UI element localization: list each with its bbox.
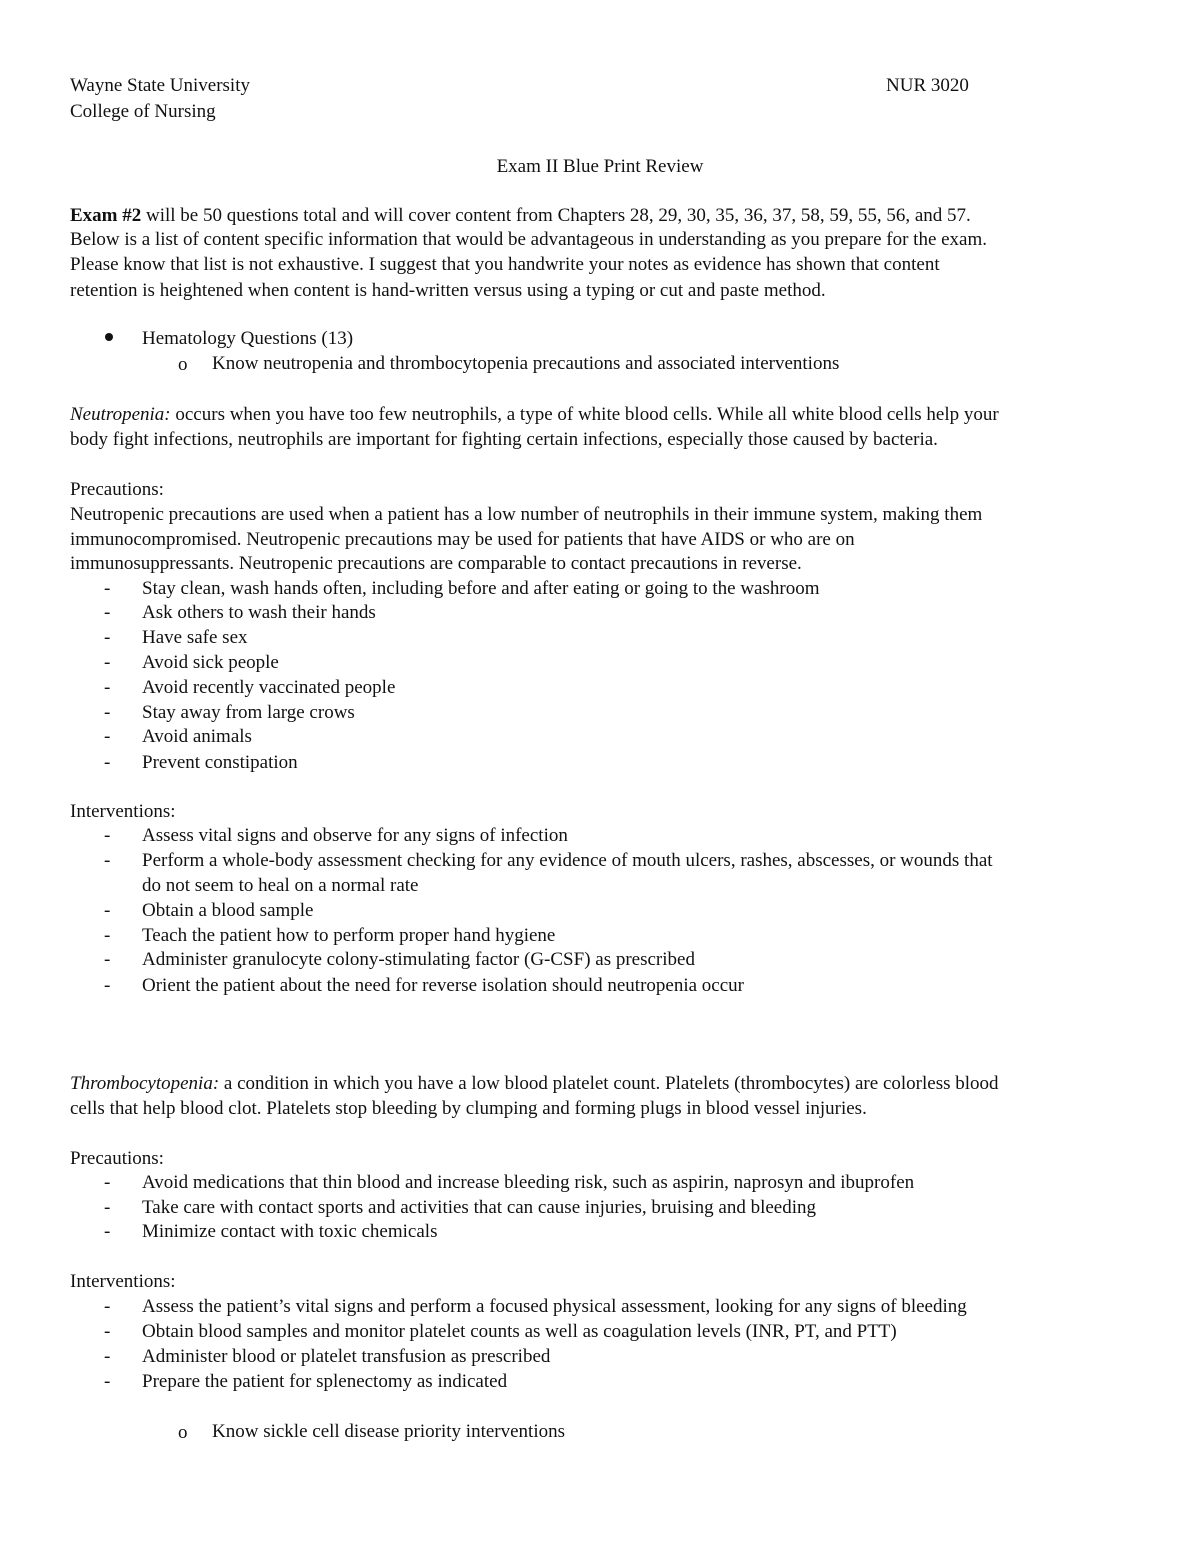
dash-icon: - xyxy=(104,1346,111,1367)
dash-icon: - xyxy=(104,825,111,846)
list-item: Assess the patient’s vital signs and perform a focused physical assessment, looking for any signs of bleeding xyxy=(142,1296,967,1317)
neutropenia-definition-line-2: body fight infections, neutrophils are important for fighting certain infections, especially those caused by bacteria. xyxy=(70,429,938,450)
college-name: College of Nursing xyxy=(70,101,216,122)
list-item: Stay clean, wash hands often, including before and after eating or going to the washroom xyxy=(142,578,820,599)
list-item: Minimize contact with toxic chemicals xyxy=(142,1221,438,1242)
thrombocytopenia-precautions-heading: Precautions: xyxy=(70,1148,164,1169)
dash-icon: - xyxy=(104,578,111,599)
dash-icon: - xyxy=(104,602,111,623)
list-item: Perform a whole-body assessment checking for any evidence of mouth ulcers, rashes, abscesses, or wounds that xyxy=(142,850,993,871)
dash-icon: - xyxy=(104,975,111,996)
neutropenia-precautions-intro-1: Neutropenic precautions are used when a patient has a low number of neutrophils in their immune system, making them xyxy=(70,504,983,525)
intro-line-1: Exam #2 will be 50 questions total and will cover content from Chapters 28, 29, 30, 35, 36, 37, 58, 59, 55, 56, and 57. xyxy=(70,205,971,226)
university-name: Wayne State University xyxy=(70,75,250,96)
list-item: Avoid animals xyxy=(142,726,252,747)
course-code: NUR 3020 xyxy=(886,75,969,96)
intro-line-3: Please know that list is not exhaustive. I suggest that you handwrite your notes as evidence has shown that content xyxy=(70,254,940,275)
dash-icon: - xyxy=(104,1221,111,1242)
list-item: Avoid recently vaccinated people xyxy=(142,677,396,698)
list-item: Avoid sick people xyxy=(142,652,279,673)
dash-icon: - xyxy=(104,677,111,698)
neutropenia-definition-line-1: Neutropenia: occurs when you have too few neutrophils, a type of white blood cells. While all white blood cells help your xyxy=(70,404,999,425)
dash-icon: - xyxy=(104,1296,111,1317)
neutropenia-precautions-intro-2: immunocompromised. Neutropenic precautions may be used for patients that have AIDS or who are on xyxy=(70,529,855,550)
list-item: Have safe sex xyxy=(142,627,248,648)
page-title: Exam II Blue Print Review xyxy=(496,156,704,177)
list-item: Obtain a blood sample xyxy=(142,900,314,921)
sub-bullet-sickle-cell: Know sickle cell disease priority interventions xyxy=(212,1421,565,1442)
dash-icon: - xyxy=(104,1321,111,1342)
dash-icon: - xyxy=(104,900,111,921)
sub-bullet-neutro-thrombo: Know neutropenia and thrombocytopenia precautions and associated interventions xyxy=(212,353,840,374)
intro-line-4: retention is heightened when content is hand-written versus using a typing or cut and paste method. xyxy=(70,280,826,301)
list-item: Stay away from large crows xyxy=(142,702,355,723)
neutropenia-term: Neutropenia: xyxy=(70,404,171,425)
sub-bullet-icon: o xyxy=(178,354,188,375)
dash-icon: - xyxy=(104,702,111,723)
dash-icon: - xyxy=(104,949,111,970)
dash-icon: - xyxy=(104,627,111,648)
dash-icon: - xyxy=(104,1197,111,1218)
list-item: Avoid medications that thin blood and increase bleeding risk, such as aspirin, naprosyn and ibuprofen xyxy=(142,1172,915,1193)
list-item: Prevent constipation xyxy=(142,752,298,773)
list-item: Take care with contact sports and activities that can cause injuries, bruising and bleeding xyxy=(142,1197,816,1218)
list-item-continuation: do not seem to heal on a normal rate xyxy=(142,875,419,896)
dash-icon: - xyxy=(104,652,111,673)
neutropenia-precautions-intro-3: immunosuppressants. Neutropenic precautions are comparable to contact precautions in reverse. xyxy=(70,553,802,574)
thrombocytopenia-term: Thrombocytopenia: xyxy=(70,1073,220,1094)
intro-line-2: Below is a list of content specific information that would be advantageous in understanding as you prepare for the exam. xyxy=(70,229,988,250)
thrombocytopenia-definition-line-1: Thrombocytopenia: a condition in which you have a low blood platelet count. Platelets (thrombocytes) are colorless blood xyxy=(70,1073,999,1094)
exam-label: Exam #2 xyxy=(70,205,142,226)
thrombocytopenia-definition-line-2: cells that help blood clot. Platelets stop bleeding by clumping and forming plugs in blood vessel injuries. xyxy=(70,1098,867,1119)
list-item: Administer blood or platelet transfusion as prescribed xyxy=(142,1346,551,1367)
dash-icon: - xyxy=(104,752,111,773)
list-item: Orient the patient about the need for reverse isolation should neutropenia occur xyxy=(142,975,744,996)
hematology-heading: Hematology Questions (13) xyxy=(142,328,354,349)
list-item: Obtain blood samples and monitor platelet counts as well as coagulation levels (INR, PT, and PTT) xyxy=(142,1321,897,1342)
dash-icon: - xyxy=(104,726,111,747)
list-item: Ask others to wash their hands xyxy=(142,602,376,623)
list-item: Prepare the patient for splenectomy as indicated xyxy=(142,1371,508,1392)
neutropenia-precautions-heading: Precautions: xyxy=(70,479,164,500)
dash-icon: - xyxy=(104,850,111,871)
list-item: Assess vital signs and observe for any signs of infection xyxy=(142,825,568,846)
dash-icon: - xyxy=(104,1371,111,1392)
list-item: Teach the patient how to perform proper hand hygiene xyxy=(142,925,556,946)
dash-icon: - xyxy=(104,925,111,946)
dash-icon: - xyxy=(104,1172,111,1193)
thrombocytopenia-interventions-heading: Interventions: xyxy=(70,1271,176,1292)
sub-bullet-icon: o xyxy=(178,1422,188,1443)
neutropenia-interventions-heading: Interventions: xyxy=(70,801,176,822)
bullet-icon xyxy=(105,333,113,341)
list-item: Administer granulocyte colony-stimulating factor (G-CSF) as prescribed xyxy=(142,949,695,970)
